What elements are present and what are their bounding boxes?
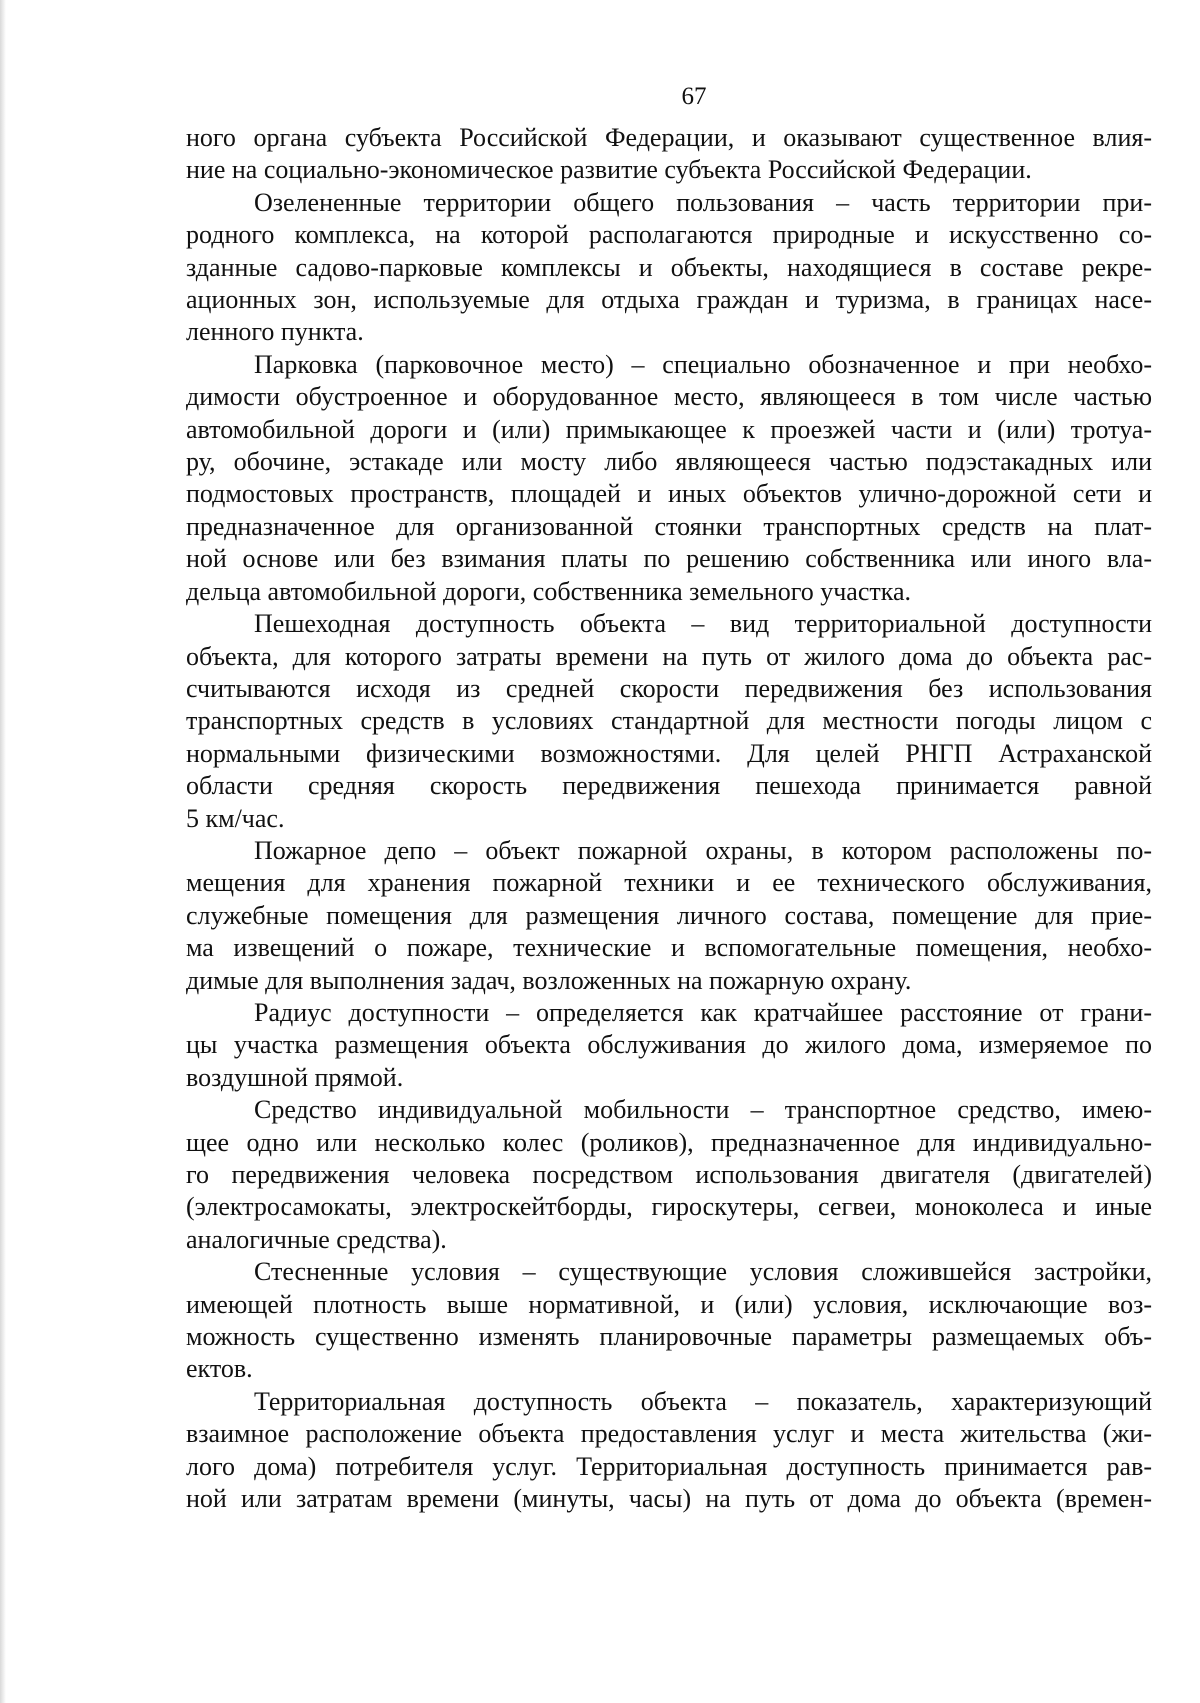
text-line: 5 км/час. (186, 803, 285, 833)
text-line: родного комплекса, на которой располагаются природные и искусственно со- (186, 220, 1152, 250)
text-line: Пешеходная доступность объекта – вид территориальной доступности (254, 609, 1152, 639)
text-line: автомобильной дороги и (или) примыкающее к проезжей части и (или) тротуа- (186, 414, 1152, 444)
text-line: можность существенно изменять планировочные параметры размещаемых объ- (186, 1322, 1152, 1352)
text-line: зданные садово-парковые комплексы и объекты, находящиеся в составе рекре- (186, 252, 1152, 282)
text-line: щее одно или несколько колес (роликов), предназначенное для индивидуально- (186, 1127, 1152, 1157)
text-line: объекта, для которого затраты времени на путь от жилого дома до объекта рас- (186, 641, 1152, 671)
paragraph (186, 997, 1152, 1094)
text-line: цы участка размещения объекта обслуживания до жилого дома, измеряемое по (186, 1030, 1152, 1060)
text-line: го передвижения человека посредством использования двигателя (двигателей) (186, 1160, 1152, 1189)
page-number: 67 (681, 83, 707, 110)
text-line: дельца автомобильной дороги, собственника земельного участка. (186, 576, 912, 606)
paragraph (186, 1256, 1152, 1386)
text-line: Озелененные территории общего пользования – часть территории при- (254, 187, 1152, 217)
text-line: Парковка (парковочное место) – специально обозначенное и при необхо- (254, 349, 1152, 379)
document-page (186, 82, 1152, 1515)
text-line: ной основе или без взимания платы по решению собственника или иного вла- (186, 544, 1152, 574)
text-line: ного органа субъекта Российской Федерации, и оказывают существенное влия- (186, 123, 1152, 152)
text-line: (электросамокаты, электроскейтборды, гироскутеры, сегвеи, моноколеса и иные (186, 1192, 1152, 1222)
text-line: служебные помещения для размещения личного состава, помещение для прие- (186, 900, 1152, 930)
text-line: ной или затратам времени (минуты, часы) на путь от дома до объекта (времен- (186, 1484, 1152, 1514)
text-line: Пожарное депо – объект пожарной охраны, в котором расположены по- (254, 835, 1152, 865)
text-line: Стесненные условия – существующие условия сложившейся застройки, (254, 1257, 1152, 1287)
text-line: димые для выполнения задач, возложенных на пожарную охрану. (186, 965, 912, 995)
text-line: ленного пункта. (186, 317, 364, 347)
scan-edge (0, 0, 6, 1703)
text-line: ние на социально-экономическое развитие субъекта Российской Федерации. (186, 155, 1032, 185)
text-line: ектов. (186, 1354, 253, 1384)
paragraph (186, 122, 1152, 187)
text-line: ационных зон, используемые для отдыха граждан и туризма, в границах насе- (186, 285, 1152, 315)
text-line: лого дома) потребителя услуг. Территориальная доступность принимается рав- (186, 1451, 1152, 1481)
paragraph (186, 1386, 1152, 1516)
text-line: Средство индивидуальной мобильности – транспортное средство, имею- (254, 1095, 1152, 1125)
text-line: имеющей плотность выше нормативной, и (или) условия, исключающие воз- (186, 1289, 1152, 1319)
paragraph (186, 187, 1152, 349)
text-line: мещения для хранения пожарной техники и ее технического обслуживания, (186, 868, 1152, 898)
text-line: области средняя скорость передвижения пешехода принимается равной (186, 771, 1152, 801)
text-line: димости обустроенное и оборудованное место, являющееся в том числе частью (186, 382, 1152, 412)
text-line: аналогичные средства). (186, 1224, 447, 1254)
text-line: Радиус доступности – определяется как кратчайшее расстояние от грани- (254, 997, 1152, 1027)
text-line: ма извещений о пожаре, технические и вспомогательные помещения, необхо- (186, 933, 1152, 963)
text-line: нормальными физическими возможностями. Для целей РНГП Астраханской (186, 738, 1152, 768)
body-text (186, 122, 1152, 1515)
text-line: транспортных средств в условиях стандартной для местности погоды лицом с (186, 706, 1152, 736)
text-line: воздушной прямой. (186, 1062, 404, 1092)
paragraph (186, 349, 1152, 608)
text-line: предназначенное для организованной стоянки транспортных средств на плат- (186, 511, 1152, 541)
text-line: Территориальная доступность объекта – показатель, характеризующий (254, 1386, 1152, 1416)
text-line: считываются исходя из средней скорости передвижения без использования (186, 673, 1152, 703)
text-line: взаимное расположение объекта предоставления услуг и места жительства (жи- (186, 1419, 1152, 1449)
paragraph (186, 608, 1152, 835)
paragraph (186, 1094, 1152, 1256)
text-line: ру, обочине, эстакаде или мосту либо являющееся частью подэстакадных или (186, 447, 1152, 477)
paragraph (186, 835, 1152, 997)
text-line: подмостовых пространств, площадей и иных объектов улично-дорожной сети и (186, 479, 1152, 509)
